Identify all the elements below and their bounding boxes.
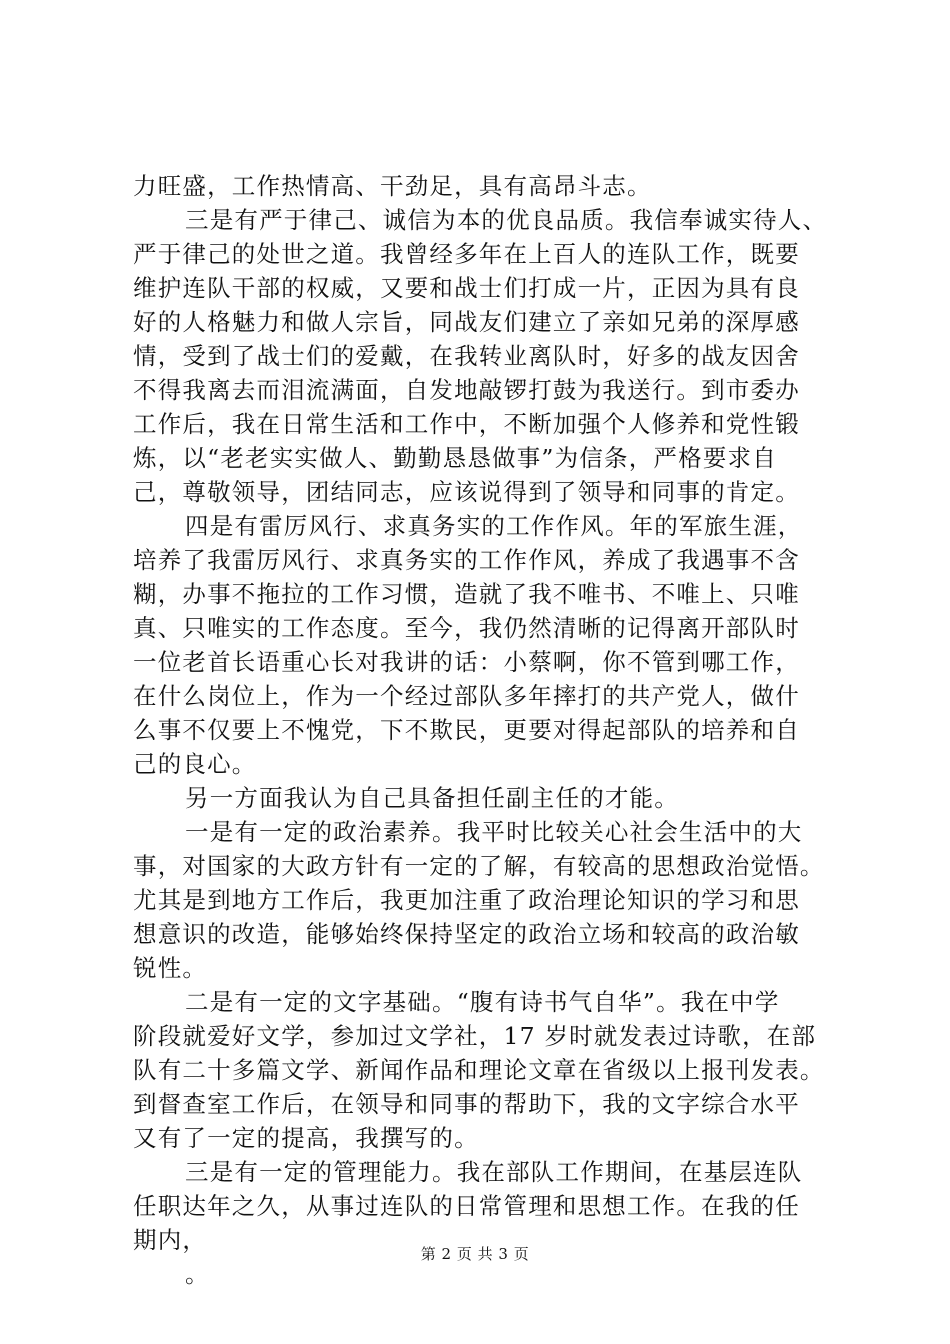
body-text — [133, 169, 828, 1291]
text-line: 己，尊敬领导，团结同志，应该说得到了领导和同事的肯定。 — [133, 478, 800, 506]
text-line: 三是有严于律己、诚信为本的优良品质。我信奉诚实待人、 — [185, 206, 828, 234]
text-line: 尤其是到地方工作后，我更加注重了政治理论知识的学习和思 — [133, 886, 800, 914]
text-line: 锐性。 — [133, 954, 208, 982]
text-line: 二是有一定的文字基础。“腹有诗书气自华”。我在中学 — [185, 988, 780, 1016]
text-line: 在什么岗位上，作为一个经过部队多年摔打的共产党人，做什 — [133, 682, 800, 710]
text-line: 又有了一定的提高，我撰写的。 — [133, 1124, 479, 1152]
text-line: 。 — [185, 1260, 210, 1288]
text-line: 任职达年之久，从事过连队的日常管理和思想工作。在我的任 — [133, 1192, 800, 1220]
text-line: 情，受到了战士们的爱戴，在我转业离队时，好多的战友因舍 — [133, 342, 800, 370]
text-line: 一是有一定的政治素养。我平时比较关心社会生活中的大 — [185, 818, 803, 846]
text-line: 阶段就爱好文学，参加过文学社，17 岁时就发表过诗歌，在部 — [133, 1022, 817, 1050]
text-line: 好的人格魅力和做人宗旨，同战友们建立了亲如兄弟的深厚感 — [133, 308, 800, 336]
text-line: 四是有雷厉风行、求真务实的工作作风。年的军旅生涯， — [185, 512, 803, 540]
text-line: 想意识的改造，能够始终保持坚定的政治立场和较高的政治敏 — [133, 920, 800, 948]
text-line: 到督查室工作后，在领导和同事的帮助下，我的文字综合水平 — [133, 1090, 800, 1118]
text-line: 糊，办事不拖拉的工作习惯，造就了我不唯书、不唯上、只唯 — [133, 580, 800, 608]
text-line: 真、只唯实的工作态度。至今，我仍然清晰的记得离开部队时 — [133, 614, 800, 642]
text-line: 一位老首长语重心长对我讲的话：小蔡啊，你不管到哪工作， — [133, 648, 800, 676]
page-footer — [0, 1244, 950, 1264]
text-line: 炼，以“老老实实做人、勤勤恳恳做事”为信条，严格要求自 — [133, 444, 777, 472]
text-line: 三是有一定的管理能力。我在部队工作期间，在基层连队 — [185, 1158, 803, 1186]
text-line: 另一方面我认为自己具备担任副主任的才能。 — [185, 784, 679, 812]
text-line: 不得我离去而泪流满面，自发地敲锣打鼓为我送行。到市委办 — [133, 376, 800, 404]
text-line: 事，对国家的大政方针有一定的了解，有较高的思想政治觉悟。 — [133, 852, 825, 880]
text-line: 力旺盛，工作热情高、干劲足，具有高昂斗志。 — [133, 172, 652, 200]
text-line: 队有二十多篇文学、新闻作品和理论文章在省级以上报刊发表。 — [133, 1056, 825, 1084]
text-line: 培养了我雷厉风行、求真务实的工作作风，养成了我遇事不含 — [133, 546, 800, 574]
text-line: 工作后，我在日常生活和工作中，不断加强个人修养和党性锻 — [133, 410, 800, 438]
text-line: 维护连队干部的权威，又要和战士们打成一片，正因为具有良 — [133, 274, 800, 302]
text-line: 期内， — [133, 1226, 208, 1254]
text-line: 严于律己的处世之道。我曾经多年在上百人的连队工作，既要 — [133, 240, 800, 268]
text-line: 己的良心。 — [133, 750, 257, 778]
page-number: 第 2 页 共 3 页 — [420, 1245, 530, 1263]
text-line: 么事不仅要上不愧党，下不欺民，更要对得起部队的培养和自 — [133, 716, 800, 744]
